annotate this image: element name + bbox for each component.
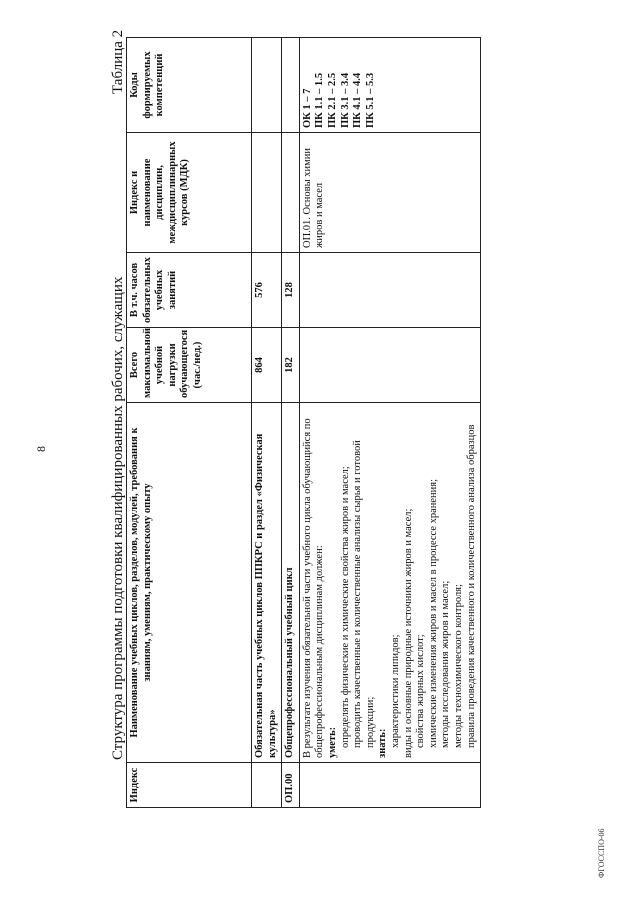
row-op-index: ОП.00 [282,763,300,808]
header-max-load: Всего максимальной учебной нагрузки обучающегося (час./нед.) [127,328,252,403]
skills-label: уметь: [326,726,338,758]
row-op-name: Общепрофессиональный учебный цикл [282,403,300,763]
skill-item: определять физические и химические свойства жиров и масел; [339,466,351,748]
requirements-intro: В результате изучения обязательной части учебного цикла обучающийся по общепрофессиональным дисциплинам должен: [301,418,326,758]
skill-item: проводить качественные и количественные анализы сырья и готовой продукции; [352,440,376,748]
header-competencies: Коды формируемых компетенций [127,38,252,133]
knowledge-item: методы исследования жиров и масел; [440,580,452,748]
row-op-required-hours: 128 [282,253,300,328]
competency-code: ПК 1.1 – 1.5 [314,72,326,128]
row-mandatory-name: Обязательная часть учебных циклов ППКРС и раздел «Физическая культура» [252,403,282,763]
header-name: Наименование учебных циклов, разделов, модулей, требования к знаниям, умениям, практическому опыту [127,403,252,763]
table-header-row [127,38,252,808]
table-row [299,38,480,808]
header-required-hours: В т.ч. часов обязательных учебных занятий [127,253,252,328]
knowledge-item: характеристики липидов; [389,634,401,748]
competency-code: ПК 3.1 – 3.4 [339,72,351,128]
competency-code: ПК 2.1 – 2.5 [326,72,338,128]
cell-empty [299,253,480,328]
cell-empty [299,328,480,403]
knowledge-item: химические изменения жиров и масел в процессе хранения; [427,478,439,748]
cell-empty [282,38,300,133]
cell-empty [252,133,282,253]
document-title: Структура программы подготовки квалифицированных рабочих, служащих [110,276,126,760]
table-row [252,38,282,808]
cell-empty [282,133,300,253]
competency-code: ПК 4.1 – 4.4 [352,72,364,128]
competency-code: ОК 1 – 7 [301,88,313,128]
header-index: Индекс [127,763,252,808]
row-detail-discipline: ОП.01. Основы химии жиров и масел [299,133,480,253]
knowledge-item: методы технохимического контроля; [452,584,464,748]
knowledge-item: правила проведения качественного и количественного анализа образцов [465,424,477,748]
row-detail-competencies [299,38,480,133]
knowledge-item: виды и основные природные источники жиров и масел; [402,508,414,758]
row-op-max-load: 182 [282,328,300,403]
row-mandatory-max-load: 864 [252,328,282,403]
structure-table [126,37,481,808]
table-label: Таблица 2 [110,29,126,94]
table-row [282,38,300,808]
cell-index-empty [299,763,480,808]
structure-table-wrapper [126,38,581,808]
row-mandatory-required-hours: 576 [252,253,282,328]
row-detail-requirements [299,403,480,763]
knowledge-label: знать: [377,728,389,758]
document-code: ФГОССПО-06 [597,828,606,878]
header-disciplines: Индекс и наименование дисциплин, междисциплинарных курсов (МДК) [127,133,252,253]
cell-empty [252,38,282,133]
page-number: 8 [34,446,48,452]
competency-code: ПК 5.1 – 5.3 [364,72,376,128]
knowledge-item: свойства жирных кислот; [415,634,427,748]
cell-index-empty [252,763,282,808]
